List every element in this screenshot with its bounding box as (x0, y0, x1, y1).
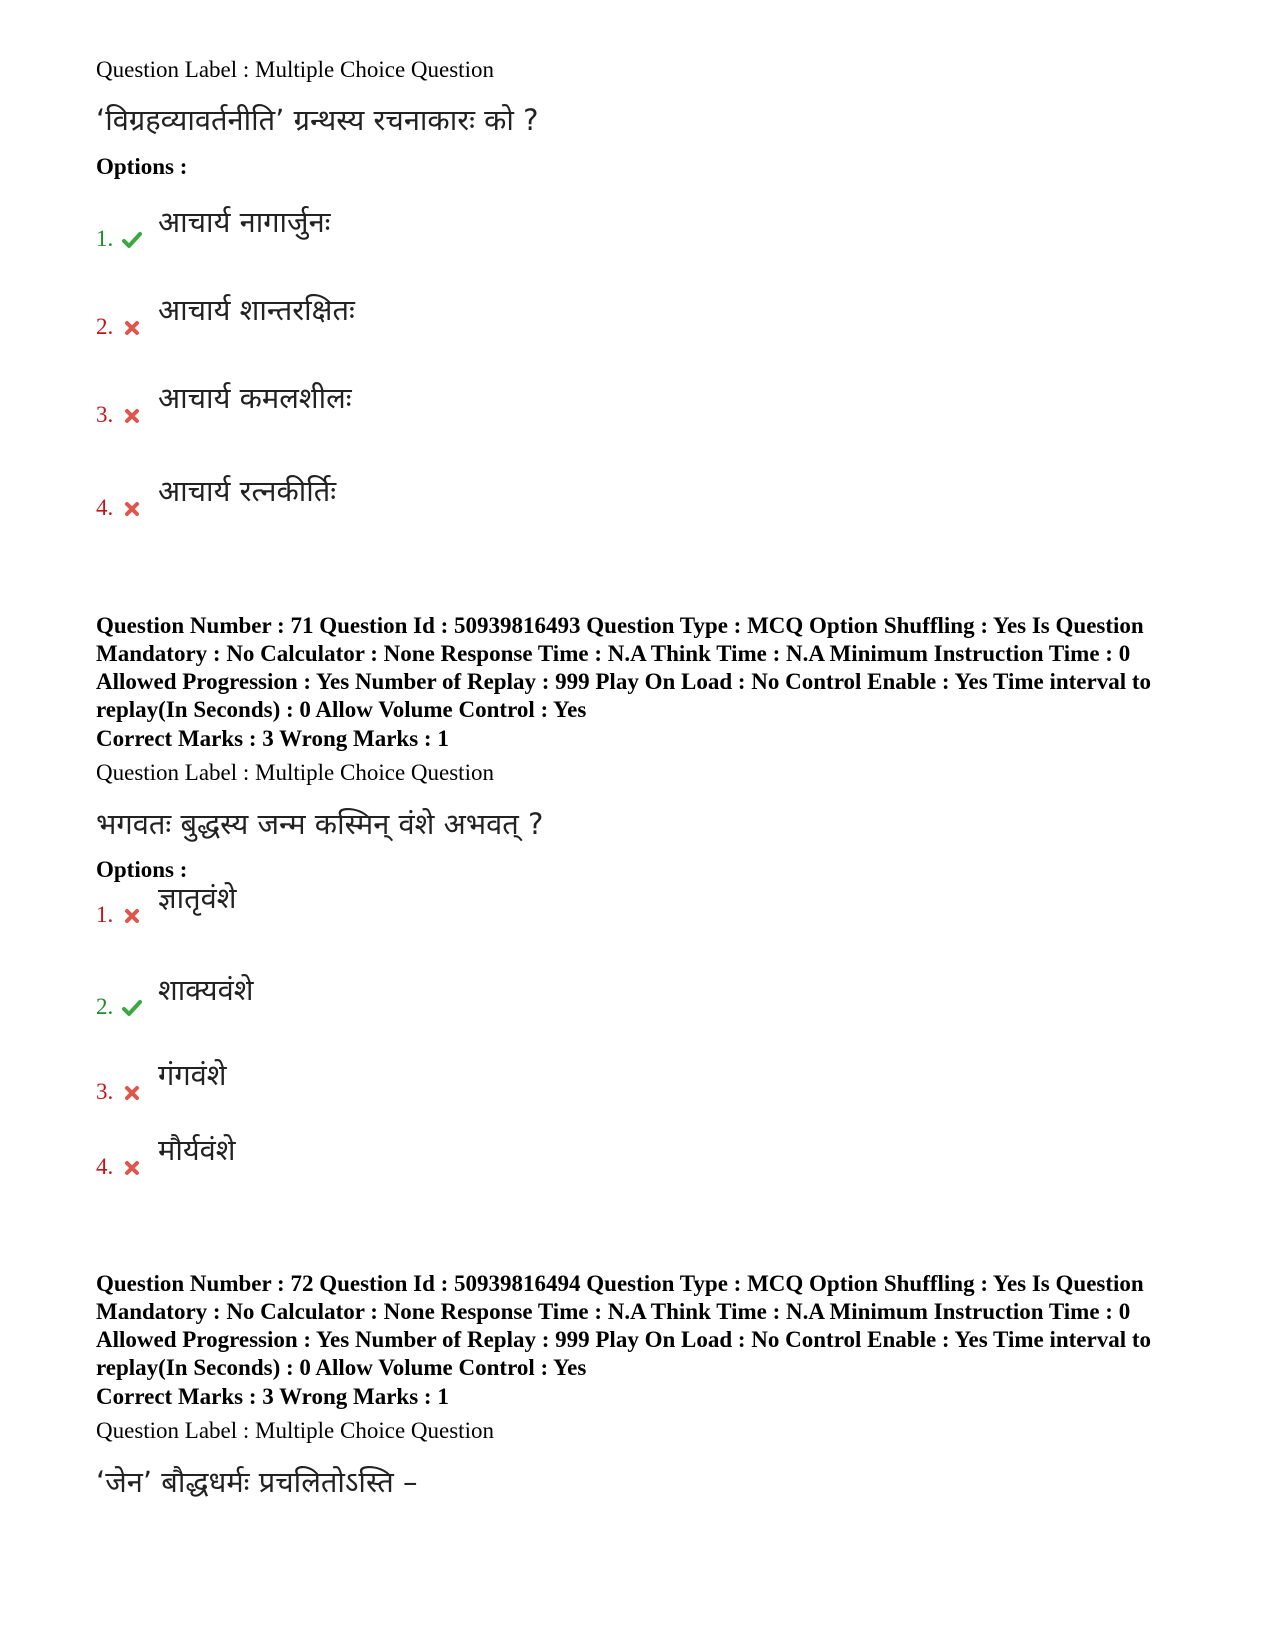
check-icon (122, 998, 142, 1018)
option-text: मौर्यवंशे (158, 1133, 236, 1167)
option-number: 3. (96, 1079, 114, 1104)
option-text: शाक्यवंशे (158, 973, 254, 1007)
question-label: Question Label : Multiple Choice Question (96, 57, 494, 82)
option-number: 1. (96, 226, 114, 251)
option-text: आचार्य शान्तरक्षितः (158, 293, 355, 327)
marks-info: Correct Marks : 3 Wrong Marks : 1 (96, 1384, 449, 1409)
option-number: 3. (96, 402, 114, 427)
cross-icon (122, 1083, 142, 1103)
question-label: Question Label : Multiple Choice Question (96, 1418, 494, 1443)
cross-icon (122, 406, 142, 426)
option-text: आचार्य कमलशीलः (158, 381, 352, 415)
question-text: ‘जेन’ बौद्धधर्मः प्रचलितोऽस्ति – (96, 1465, 418, 1499)
option-text: ज्ञातृवंशे (158, 881, 237, 915)
question-meta: Question Number : 71 Question Id : 50939816493 Question Type : MCQ Option Shuffling : Yes Is Question Mandatory : No Calculator : None Response Time : N.A Think Time : N.A Minimum Instruction Time : 0 Allowed Progression : Yes Number of Replay : 999 Play On Load : No Control Enable : Yes Time interval to replay(In Seconds) : 0 Allow Volume Control : Yes (96, 613, 1152, 722)
cross-icon (122, 906, 142, 926)
option-number: 4. (96, 495, 114, 520)
question-meta: Question Number : 72 Question Id : 50939816494 Question Type : MCQ Option Shuffling : Yes Is Question Mandatory : No Calculator : None Response Time : N.A Think Time : N.A Minimum Instruction Time : 0 Allowed Progression : Yes Number of Replay : 999 Play On Load : No Control Enable : Yes Time interval to replay(In Seconds) : 0 Allow Volume Control : Yes (96, 1271, 1152, 1380)
option-text: गंगवंशे (158, 1058, 227, 1092)
cross-icon (122, 499, 142, 519)
options-heading: Options : (96, 857, 188, 882)
check-icon (122, 230, 142, 250)
option-number: 4. (96, 1154, 114, 1179)
options-heading: Options : (96, 154, 188, 179)
cross-icon (122, 1158, 142, 1178)
option-number: 2. (96, 314, 114, 339)
option-text: आचार्य नागार्जुनः (158, 205, 331, 239)
question-text: ‘विग्रहव्यावर्तनीति’ ग्रन्थस्य रचनाकारः को ? (96, 103, 539, 137)
option-number: 1. (96, 902, 114, 927)
marks-info: Correct Marks : 3 Wrong Marks : 1 (96, 726, 449, 751)
option-number: 2. (96, 994, 114, 1019)
option-text: आचार्य रत्नकीर्तिः (158, 474, 337, 508)
question-text: भगवतः बुद्धस्य जन्म कस्मिन् वंशे अभवत् ? (96, 807, 544, 841)
question-label: Question Label : Multiple Choice Question (96, 760, 494, 785)
cross-icon (122, 318, 142, 338)
